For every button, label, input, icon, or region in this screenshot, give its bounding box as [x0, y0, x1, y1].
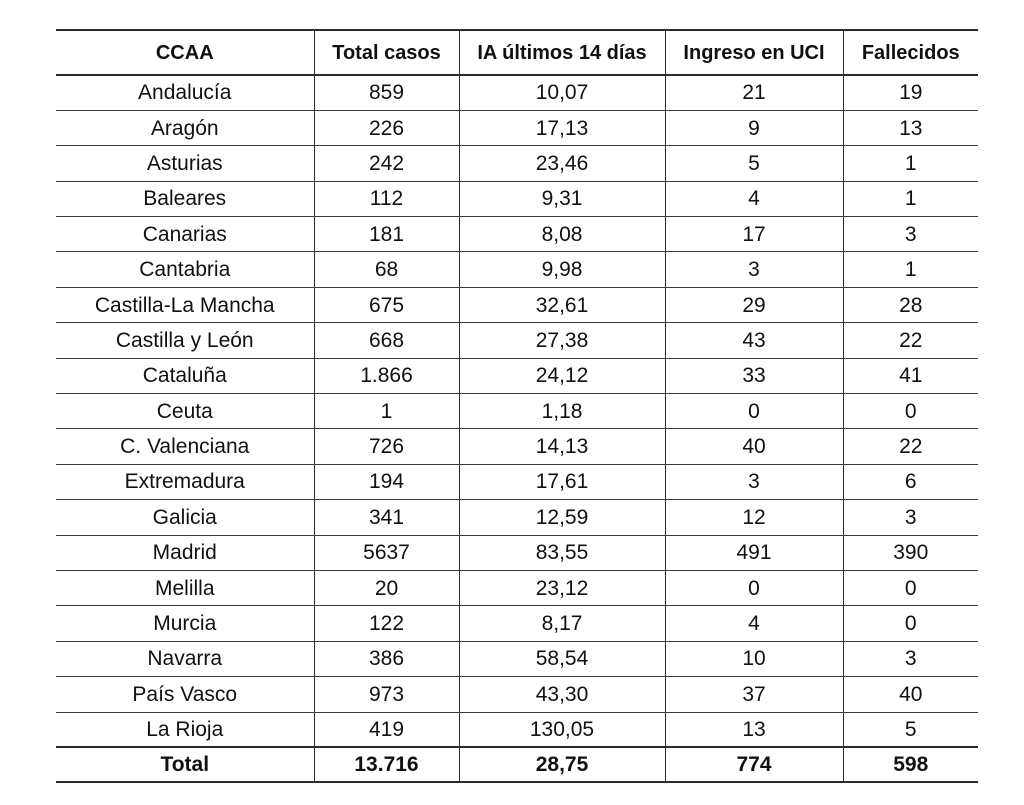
cell-ccaa: La Rioja — [56, 712, 314, 747]
table-row — [56, 429, 978, 464]
cell-ccaa: Murcia — [56, 606, 314, 641]
table-row — [56, 394, 978, 429]
cell-fallecidos: 3 — [843, 217, 978, 252]
cell-ccaa: Andalucía — [56, 75, 314, 110]
cell-total-casos: 68 — [314, 252, 459, 287]
cell-total-casos: 112 — [314, 181, 459, 216]
cell-ia-14-dias: 130,05 — [459, 712, 665, 747]
cell-ia-14-dias: 58,54 — [459, 641, 665, 676]
cell-fallecidos: 1 — [843, 252, 978, 287]
table-row — [56, 677, 978, 712]
cell-fallecidos: 6 — [843, 464, 978, 499]
cell-total-casos: 386 — [314, 641, 459, 676]
cell-ia-14-dias: 8,08 — [459, 217, 665, 252]
cell-ccaa: País Vasco — [56, 677, 314, 712]
total-ia-14-dias: 28,75 — [459, 747, 665, 782]
cell-total-casos: 675 — [314, 287, 459, 322]
cell-ccaa: Madrid — [56, 535, 314, 570]
cell-ingreso-uci: 43 — [665, 323, 843, 358]
cell-ccaa: Canarias — [56, 217, 314, 252]
cell-ia-14-dias: 17,61 — [459, 464, 665, 499]
cell-fallecidos: 28 — [843, 287, 978, 322]
cell-ccaa: Extremadura — [56, 464, 314, 499]
total-row — [56, 747, 978, 782]
cell-ingreso-uci: 9 — [665, 110, 843, 145]
table-row — [56, 535, 978, 570]
cell-fallecidos: 0 — [843, 606, 978, 641]
cell-fallecidos: 3 — [843, 500, 978, 535]
table-row — [56, 500, 978, 535]
table-row — [56, 181, 978, 216]
cell-ia-14-dias: 43,30 — [459, 677, 665, 712]
table-row — [56, 110, 978, 145]
cell-ccaa: Aragón — [56, 110, 314, 145]
cell-ia-14-dias: 23,12 — [459, 570, 665, 605]
cell-ingreso-uci: 3 — [665, 252, 843, 287]
cell-ia-14-dias: 17,13 — [459, 110, 665, 145]
cell-ingreso-uci: 4 — [665, 181, 843, 216]
cell-total-casos: 1 — [314, 394, 459, 429]
cell-fallecidos: 0 — [843, 394, 978, 429]
table-row — [56, 641, 978, 676]
cell-ingreso-uci: 4 — [665, 606, 843, 641]
cell-ingreso-uci: 13 — [665, 712, 843, 747]
cell-ingreso-uci: 5 — [665, 146, 843, 181]
cell-total-casos: 1.866 — [314, 358, 459, 393]
header-row — [56, 30, 978, 75]
table-row — [56, 358, 978, 393]
table-row — [56, 287, 978, 322]
table-row — [56, 75, 978, 110]
cell-total-casos: 341 — [314, 500, 459, 535]
cell-ingreso-uci: 491 — [665, 535, 843, 570]
cell-total-casos: 668 — [314, 323, 459, 358]
header-fallecidos: Fallecidos — [843, 30, 978, 75]
cell-fallecidos: 3 — [843, 641, 978, 676]
cell-ccaa: Cantabria — [56, 252, 314, 287]
total-label: Total — [56, 747, 314, 782]
cell-ccaa: Castilla-La Mancha — [56, 287, 314, 322]
table-footer — [56, 747, 978, 782]
cell-ingreso-uci: 37 — [665, 677, 843, 712]
cell-total-casos: 726 — [314, 429, 459, 464]
cell-ia-14-dias: 10,07 — [459, 75, 665, 110]
cell-fallecidos: 41 — [843, 358, 978, 393]
cell-ingreso-uci: 21 — [665, 75, 843, 110]
cell-total-casos: 859 — [314, 75, 459, 110]
table-row — [56, 146, 978, 181]
cell-ia-14-dias: 24,12 — [459, 358, 665, 393]
cell-total-casos: 5637 — [314, 535, 459, 570]
table-header — [56, 30, 978, 75]
table-row — [56, 217, 978, 252]
cell-total-casos: 194 — [314, 464, 459, 499]
cell-ingreso-uci: 0 — [665, 394, 843, 429]
cell-ingreso-uci: 40 — [665, 429, 843, 464]
cell-fallecidos: 0 — [843, 570, 978, 605]
cell-fallecidos: 22 — [843, 429, 978, 464]
cell-ccaa: Galicia — [56, 500, 314, 535]
table-row — [56, 712, 978, 747]
cell-ia-14-dias: 1,18 — [459, 394, 665, 429]
cell-ia-14-dias: 27,38 — [459, 323, 665, 358]
cell-fallecidos: 22 — [843, 323, 978, 358]
cell-ccaa: Melilla — [56, 570, 314, 605]
cell-fallecidos: 19 — [843, 75, 978, 110]
cell-ccaa: Castilla y León — [56, 323, 314, 358]
cell-ingreso-uci: 29 — [665, 287, 843, 322]
cell-ia-14-dias: 9,98 — [459, 252, 665, 287]
cell-ingreso-uci: 17 — [665, 217, 843, 252]
cell-ingreso-uci: 33 — [665, 358, 843, 393]
cell-ccaa: Ceuta — [56, 394, 314, 429]
cell-ccaa: Cataluña — [56, 358, 314, 393]
cell-fallecidos: 13 — [843, 110, 978, 145]
total-ingreso-uci: 774 — [665, 747, 843, 782]
cell-ia-14-dias: 8,17 — [459, 606, 665, 641]
table-row — [56, 464, 978, 499]
table-row — [56, 570, 978, 605]
cell-total-casos: 181 — [314, 217, 459, 252]
cell-fallecidos: 1 — [843, 146, 978, 181]
cell-total-casos: 973 — [314, 677, 459, 712]
cell-ingreso-uci: 12 — [665, 500, 843, 535]
table-row — [56, 323, 978, 358]
cell-ingreso-uci: 3 — [665, 464, 843, 499]
cell-total-casos: 419 — [314, 712, 459, 747]
cell-total-casos: 122 — [314, 606, 459, 641]
cell-ccaa: Navarra — [56, 641, 314, 676]
total-fallecidos: 598 — [843, 747, 978, 782]
cell-fallecidos: 390 — [843, 535, 978, 570]
cell-fallecidos: 40 — [843, 677, 978, 712]
cell-ia-14-dias: 83,55 — [459, 535, 665, 570]
header-ingreso-uci: Ingreso en UCI — [665, 30, 843, 75]
header-total-casos: Total casos — [314, 30, 459, 75]
cell-ia-14-dias: 12,59 — [459, 500, 665, 535]
cell-ingreso-uci: 0 — [665, 570, 843, 605]
cell-ccaa: Baleares — [56, 181, 314, 216]
table-body — [56, 75, 978, 747]
cell-ia-14-dias: 9,31 — [459, 181, 665, 216]
total-casos: 13.716 — [314, 747, 459, 782]
cell-ia-14-dias: 23,46 — [459, 146, 665, 181]
cell-total-casos: 20 — [314, 570, 459, 605]
cell-fallecidos: 1 — [843, 181, 978, 216]
cell-total-casos: 242 — [314, 146, 459, 181]
cell-total-casos: 226 — [314, 110, 459, 145]
header-ia-14-dias: IA últimos 14 días — [459, 30, 665, 75]
cell-ia-14-dias: 14,13 — [459, 429, 665, 464]
cell-ccaa: C. Valenciana — [56, 429, 314, 464]
table-row — [56, 606, 978, 641]
cell-ia-14-dias: 32,61 — [459, 287, 665, 322]
header-ccaa: CCAA — [56, 30, 314, 75]
cell-fallecidos: 5 — [843, 712, 978, 747]
cell-ccaa: Asturias — [56, 146, 314, 181]
table-row — [56, 252, 978, 287]
cell-ingreso-uci: 10 — [665, 641, 843, 676]
ccaa-cases-table — [56, 29, 978, 783]
